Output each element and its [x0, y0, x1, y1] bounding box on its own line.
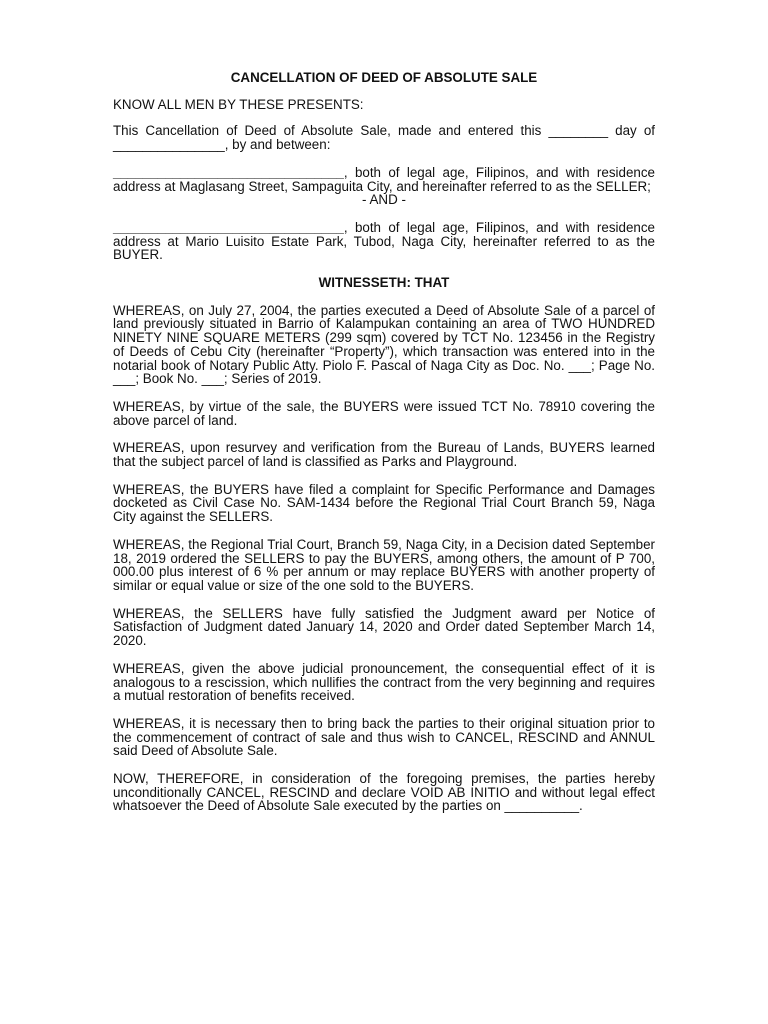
- buyer-paragraph: [113, 221, 655, 262]
- whereas-paragraph-2: WHEREAS, by virtue of the sale, the BUYERS were issued TCT No. 78910 covering the above parcel of land.: [113, 398, 655, 428]
- seller-description: , both of legal age, Filipinos, and with residence address at Maglasang Street, Sampaguita City, and hereinafter referred to as the SELLER;: [113, 164, 655, 194]
- buyer-description: , both of legal age, Filipinos, and with residence address at Mario Luisito Estate Park, Tubod, Naga City, hereinafter referred to as the BUYER.: [113, 219, 655, 263]
- now-therefore-paragraph: NOW, THEREFORE, in consideration of the foregoing premises, the parties hereby unconditionally CANCEL, RESCIND and declare VOID AB INITIO and without legal effect whatsoever the Deed of Absolute Sale executed by the parties on __________.: [113, 771, 655, 814]
- whereas-paragraph-1: WHEREAS, on July 27, 2004, the parties executed a Deed of Absolute Sale of a parcel of land previously situated in Barrio of Kalampukan containing an area of TWO HUNDRED NINETY NINE SQUARE METERS (299 sqm) covered by TCT No. 123456 in the Registry of Deeds of Cebu City (hereinafter “Property”), which transaction was entered into in the notarial book of Notary Public Atty. Piolo F. Pascal of Naga City as Doc. No. ___; Page No. ___; Book No. ___; Series of 2019.: [113, 302, 655, 387]
- whereas-paragraph-4: WHEREAS, the BUYERS have filed a complaint for Specific Performance and Damages docketed as Civil Case No. SAM-1434 before the Regional Trial Court Branch 59, Naga City against the SELLERS.: [113, 481, 655, 525]
- witnesseth-heading: WITNESSETH: THAT: [318, 275, 450, 291]
- document-title: CANCELLATION OF DEED OF ABSOLUTE SALE: [230, 70, 538, 85]
- seller-name-blank: _______________________________: [113, 164, 344, 180]
- buyer-name-blank: _______________________________: [113, 219, 344, 235]
- opening-line: KNOW ALL MEN BY THESE PRESENTS:: [113, 96, 364, 112]
- whereas-paragraph-3: WHEREAS, upon resurvey and verification from the Bureau of Lands, BUYERS learned that the subject parcel of land is classified as Parks and Playground.: [113, 440, 655, 470]
- seller-paragraph: [113, 166, 655, 193]
- and-separator: - AND -: [362, 192, 406, 208]
- intro-paragraph: This Cancellation of Deed of Absolute Sale, made and entered this ________ day of _______________, by and between:: [113, 123, 655, 153]
- whereas-paragraph-7: WHEREAS, given the above judicial pronouncement, the consequential effect of it is analogous to a rescission, which nullifies the contract from the very beginning and requires a mutual restoration of benefits received.: [113, 660, 655, 704]
- whereas-paragraph-5: WHEREAS, the Regional Trial Court, Branch 59, Naga City, in a Decision dated September 18, 2019 ordered the SELLERS to pay the BUYERS, among others, the amount of P 700, 000.00 plus interest of 6 % per annum or may replace BUYERS with another property of similar or equal value or size of the one sold to the BUYERS.: [113, 536, 655, 593]
- whereas-paragraph-8: WHEREAS, it is necessary then to bring back the parties to their original situation prior to the commencement of contract of sale and thus wish to CANCEL, RESCIND and ANNUL said Deed of Absolute Sale.: [113, 715, 655, 759]
- whereas-paragraph-6: WHEREAS, the SELLERS have fully satisfied the Judgment award per Notice of Satisfaction of Judgment dated January 14, 2020 and Order dated September March 14, 2020.: [113, 605, 655, 649]
